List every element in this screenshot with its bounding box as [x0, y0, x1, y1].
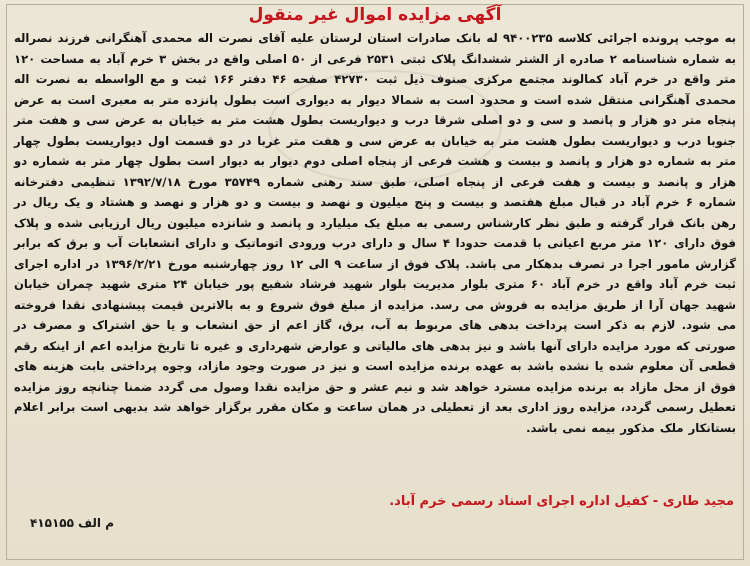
notice-title: آگهی مزایده اموال غیر منقول	[248, 5, 502, 25]
notice-body: به موجب پرونده اجرائی کلاسه ۹۴۰۰۲۳۵ له بانک صادرات استان لرستان علیه آقای نصرت اله محمدی آهنگرانی فرزند نصراله به شماره شناسنامه ۲ صادره از الشتر ششدانگ پلاک ثبتی ۲۵۳۱ فرعی از ۵۰ اصلی واقع در بخش ۳ خرم آباد به مساحت ۱۲۰ متر واقع در خرم آباد کمالوند مجتمع مرکزی صنوف ذیل ثبت ۴۲۷۳۰ صفحه ۴۶ دفتر ۱۶۶ ثبت و مع الواسطه به نصرت اله محمدی آهنگرانی منتقل شده است و محدود است به شمالا دیوار به دیواری است بطول پانزده متر به معبری است به عرض پنجاه متر دو هزار و پانصد و سی و دو اصلی شرقا درب و دیواریست بطول هشت متر به خیابان به عرض سی و هفت متر جنوبا درب و دیواریست بطول هشت متر به خیابان به عرض سی و هفت متر غربا در دو قسمت اول دیواریست بطول چهار متر به شماره دو هزار و پانصد و بیست و هشت فرعی از پنجاه اصلی دوم دیوار به دیوار است بطول چهار متر به شماره دو هزار و پانصد و بیست و هفت فرعی از پنجاه اصلی، طبق سند رهنی شماره ۳۵۷۴۹ مورخ ۱۳۹۲/۷/۱۸ تنظیمی دفترخانه شماره ۶ خرم آباد در قبال مبلغ هفتصد و بیست و پنج میلیون و نهصد و بیست و دو هزار و نهصد و هشتاد و یک ریال در رهن بانک قرار گرفته و طبق نظر کارشناس رسمی به مبلغ یک میلیارد و پانصد و شانزده میلیون ریال ارزیابی شده و پلاک فوق دارای ۱۲۰ متر مربع اعیانی با قدمت حدودا ۴ سال و دارای درب ورودی اتوماتیک و دارای انشعابات آب و برق که برابر گزارش مامور اجرا در تصرف بدهکار می باشد. پلاک فوق از ساعت ۹ الی ۱۲ روز چهارشنبه مورخ ۱۳۹۶/۲/۲۱ در اداره اجرای ثبت خرم آباد واقع در خرم آباد ۶۰ متری بلوار مدیریت بلوار شهید فرشاد شفیع پور خیابان ۲۴ متری شهید چمران خیابان شهید جهان آرا از طریق مزایده به فروش می رسد. مزایده از مبلغ فوق شروع و به بالاترین قیمت پیشنهادی نقدا فروخته می شود. لازم به ذکر است پرداخت بدهی های مربوط به آب، برق، گاز اعم از حق انشعاب و یا حق اشتراک و مصرف در صورتی که مورد مزایده دارای آنها باشد و نیز بدهی های مالیاتی و عوارض شهرداری و غیره تا تاریخ مزایده اعم از اینکه رقم قطعی آن معلوم شده یا نشده باشد به عهده برنده مزایده است و نیز در صورت وجود مازاد، وجوه پرداختی بابت هزینه های فوق از محل مازاد به برنده مزایده مسترد خواهد شد و نیم عشر و حق مزایده نقدا وصول می گردد ضمنا چنانچه روز مزایده تعطیل رسمی گردد، مزایده روز اداری بعد از تعطیلی در همان ساعت و مکان مقرر برگزار خواهد شد بدیهی است برابر اعلام بستانکار ملک مذکور بیمه نمی باشد.	[14, 31, 737, 435]
reference-number: م الف ۴۱۵۱۵۵	[29, 516, 114, 530]
signature-line: مجید طاری - کفیل اداره اجرای اسناد رسمی خرم آباد.	[389, 494, 734, 509]
